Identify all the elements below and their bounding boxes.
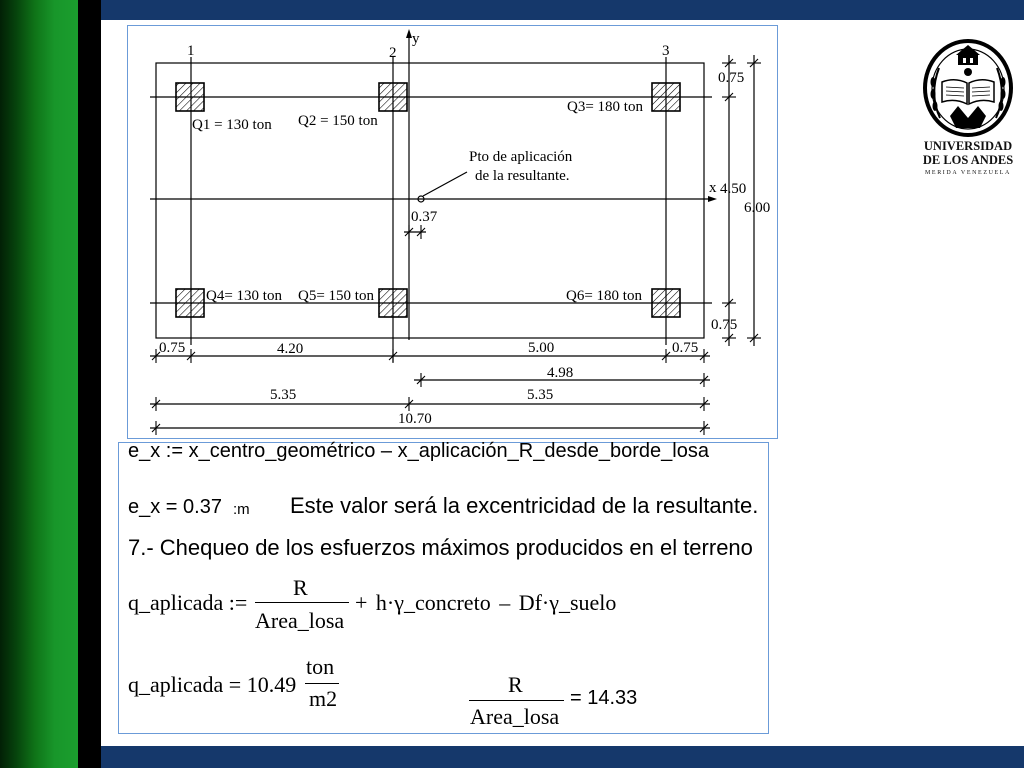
left-black-bar — [78, 0, 101, 768]
load-q5-label: Q5= 150 ton — [298, 288, 374, 304]
dim-resultant-to-edge-label: 4.98 — [547, 365, 574, 381]
dim-half-right-label: 5.35 — [527, 387, 554, 403]
left-green-gradient-bar — [0, 0, 78, 768]
eccentricity-result: e_x = 0.37 — [128, 496, 222, 518]
university-seal-logo — [920, 38, 1016, 138]
dim-span-2-3-label: 5.00 — [528, 340, 555, 356]
column-axis-3-label: 3 — [662, 43, 670, 59]
resultant-note-line1: Pto de aplicación — [469, 149, 573, 165]
university-name-line2: DE LOS ANDES — [922, 153, 1014, 167]
top-navy-bar — [101, 0, 1024, 20]
dim-top-edge-label: 0.75 — [718, 70, 745, 86]
column-q3 — [652, 83, 680, 111]
seal-leaf — [1001, 77, 1006, 87]
column-axis-2-label: 2 — [389, 45, 397, 61]
column-axis-1-label: 1 — [187, 43, 195, 59]
dim-half-left-label: 5.35 — [270, 387, 297, 403]
ratio-numerator: R — [508, 672, 523, 697]
university-name-line1: UNIVERSIDAD — [923, 139, 1013, 153]
load-q4-label: Q4= 130 ton — [206, 288, 282, 304]
x-axis-label: x — [709, 180, 717, 196]
column-q1 — [176, 83, 204, 111]
seal-leaf — [931, 77, 936, 87]
dim-total-length-label: 10.70 — [398, 411, 432, 427]
q-applied-unit-bar — [305, 683, 339, 684]
q-applied-fraction-bar — [255, 602, 349, 603]
q-applied-fraction-denominator: Area_losa — [255, 608, 345, 633]
dim-bottom-edge-label: 0.75 — [711, 317, 738, 333]
column-q4 — [176, 289, 204, 317]
resultant-note-line2: de la resultante. — [475, 168, 570, 184]
dim-total-width-label: 6.00 — [744, 200, 771, 216]
resultant-leader-line — [423, 172, 467, 196]
q-applied-fraction-numerator: R — [293, 575, 308, 600]
y-axis-label: y — [412, 31, 420, 47]
step-7-heading: 7.- Chequeo de los esfuerzos máximos producidos en el terreno — [128, 535, 753, 560]
load-q3-label: Q3= 180 ton — [567, 99, 643, 115]
ratio-fraction-bar — [469, 700, 564, 701]
seal-leaf — [1001, 89, 1006, 99]
dim-span-1-2-label: 4.20 — [277, 341, 304, 357]
x-axis-arrowhead — [708, 196, 717, 202]
eccentricity-definition: e_x := x_centro_geométrico – x_aplicación_R_desde_borde_losa — [128, 440, 709, 462]
ratio-denominator: Area_losa — [470, 704, 560, 729]
dim-left-edge-label: 0.75 — [159, 340, 186, 356]
column-q5 — [379, 289, 407, 317]
dimension-ticks — [152, 59, 761, 435]
bottom-navy-bar — [101, 746, 1024, 768]
q-applied-result: q_aplicada = 10.49 — [128, 672, 297, 697]
q-applied-unit-denominator: m2 — [309, 686, 338, 711]
q-applied-unit-numerator: ton — [306, 654, 335, 679]
seal-leaf — [931, 89, 936, 99]
q-applied-definition-lhs: q_aplicada := — [128, 590, 248, 615]
seal-building-window — [970, 58, 973, 63]
column-q6 — [652, 289, 680, 317]
column-q2 — [379, 83, 407, 111]
foundation-plan-drawing — [127, 25, 777, 438]
seal-building-body — [958, 55, 978, 65]
seal-leaf — [999, 101, 1004, 111]
eccentricity-label: 0.37 — [411, 209, 438, 225]
eccentricity-unit: :m — [233, 501, 250, 518]
dim-right-edge-label: 0.75 — [672, 340, 699, 356]
load-q1-label: Q1 = 130 ton — [192, 117, 272, 133]
university-name-block — [914, 139, 1022, 178]
load-q2-label: Q2 = 150 ton — [298, 113, 378, 129]
q-applied-definition-rest: + h·γ_concreto – Df·γ_suelo — [355, 590, 617, 615]
seal-figure — [964, 68, 972, 76]
seal-leaf — [933, 101, 938, 111]
university-location: MERIDA VENEZUELA — [925, 170, 1011, 176]
load-q6-label: Q6= 180 ton — [566, 288, 642, 304]
dim-between-rows-label: 4.50 — [720, 181, 747, 197]
seal-building-window — [963, 58, 966, 63]
eccentricity-note: Este valor será la excentricidad de la resultante. — [290, 493, 759, 518]
ratio-value: = 14.33 — [570, 687, 638, 709]
